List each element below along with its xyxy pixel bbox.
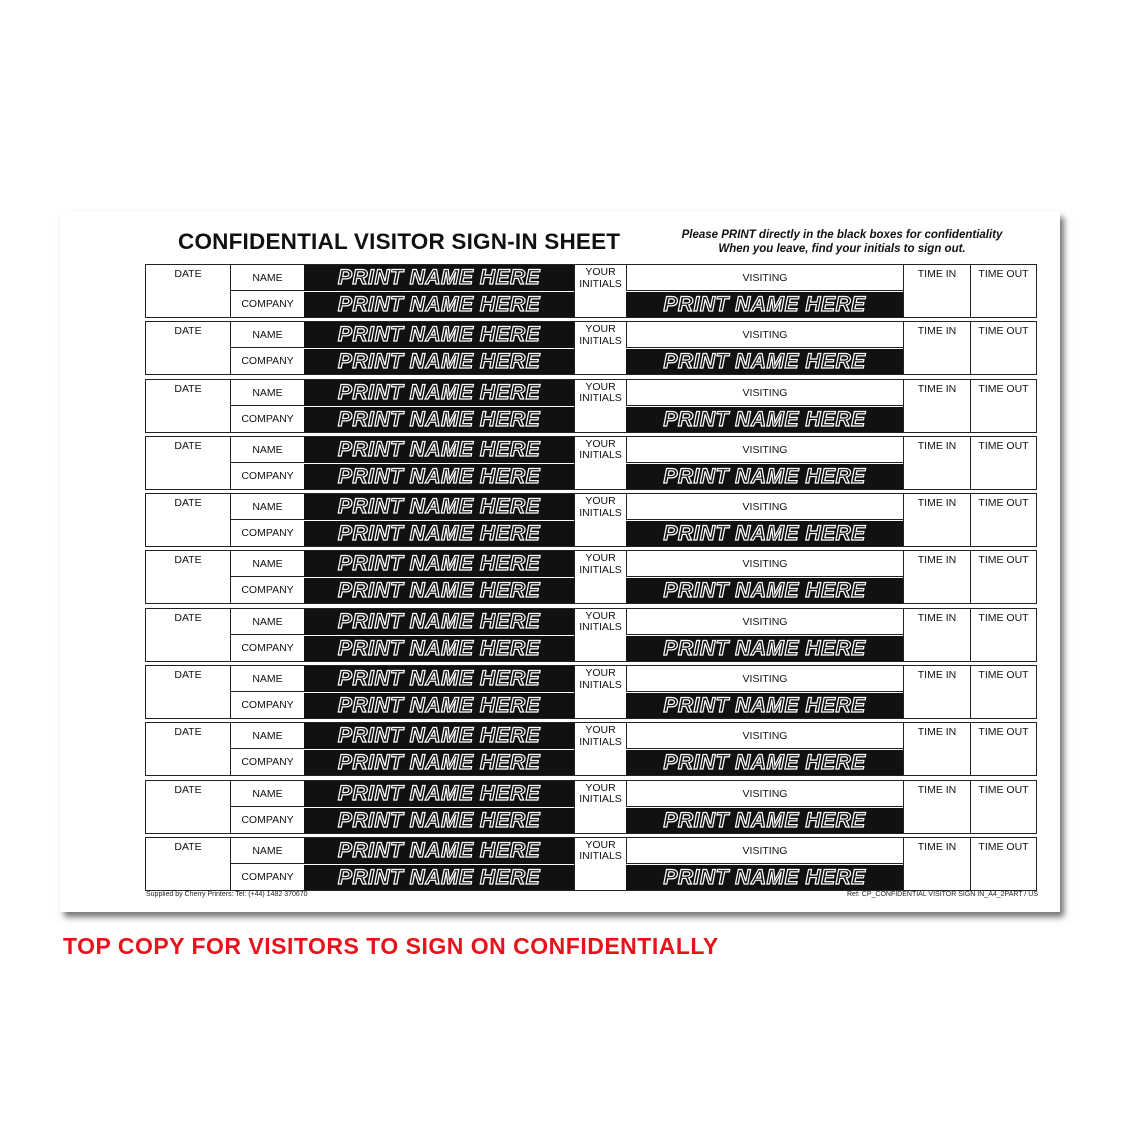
time-out-field[interactable]: TIME OUT: [970, 551, 1036, 603]
footer-supplier: Supplied by Cherry Printers: Tel: (+44) 1482 370670: [146, 891, 308, 898]
date-field[interactable]: DATE: [146, 437, 231, 489]
visiting-label: VISITING: [626, 551, 903, 577]
company-input-box[interactable]: PRINT NAME HERE: [304, 577, 574, 603]
date-field[interactable]: DATE: [146, 494, 231, 546]
visiting-label: VISITING: [626, 322, 903, 348]
company-label: COMPANY: [241, 813, 294, 826]
company-label: COMPANY: [241, 355, 294, 368]
name-label: NAME: [231, 265, 304, 291]
company-label: COMPANY: [241, 870, 294, 883]
visiting-input-box[interactable]: PRINT NAME HERE: [626, 521, 903, 546]
company-label: COMPANY: [241, 641, 294, 654]
visiting-input-box[interactable]: PRINT NAME HERE: [626, 693, 903, 718]
visitor-row: [145, 665, 1037, 719]
visiting-input-box[interactable]: PRINT NAME HERE: [626, 636, 903, 661]
time-out-field[interactable]: TIME OUT: [970, 666, 1036, 718]
visitor-row: [145, 321, 1037, 375]
name-label: NAME: [231, 380, 304, 406]
name-input-box[interactable]: PRINT NAME HERE: [304, 551, 574, 577]
name-input-box[interactable]: PRINT NAME HERE: [304, 380, 574, 406]
visitor-row: [145, 379, 1037, 433]
sign-in-sheet: [60, 212, 1060, 912]
time-in-field[interactable]: TIME IN: [903, 838, 970, 890]
initials-field[interactable]: YOUR INITIALS: [574, 666, 626, 718]
name-input-box[interactable]: PRINT NAME HERE: [304, 781, 574, 807]
initials-field[interactable]: YOUR INITIALS: [574, 380, 626, 432]
date-field[interactable]: DATE: [146, 551, 231, 603]
visiting-input-box[interactable]: PRINT NAME HERE: [626, 407, 903, 432]
date-field[interactable]: DATE: [146, 666, 231, 718]
name-label: NAME: [231, 666, 304, 692]
company-input-box[interactable]: PRINT NAME HERE: [304, 463, 574, 489]
instruction-line: Please PRINT directly in the black boxes for confidentiality: [681, 229, 1003, 241]
company-label: COMPANY: [241, 298, 294, 310]
visiting-input-box[interactable]: PRINT NAME HERE: [626, 865, 903, 890]
initials-field[interactable]: YOUR INITIALS: [574, 609, 626, 661]
time-in-field[interactable]: TIME IN: [903, 380, 970, 432]
visiting-label: VISITING: [626, 609, 903, 635]
time-in-field[interactable]: TIME IN: [903, 781, 970, 833]
name-label: NAME: [231, 723, 304, 749]
instructions: [672, 228, 1012, 256]
visitor-row: [145, 550, 1037, 604]
time-out-field[interactable]: TIME OUT: [970, 322, 1036, 374]
initials-field[interactable]: YOUR INITIALS: [574, 494, 626, 546]
visitor-row: [145, 264, 1037, 318]
company-label: COMPANY: [241, 412, 294, 425]
name-input-box[interactable]: PRINT NAME HERE: [304, 666, 574, 692]
visiting-label: VISITING: [626, 265, 903, 291]
visiting-label: VISITING: [626, 781, 903, 807]
company-input-box[interactable]: PRINT NAME HERE: [304, 406, 574, 432]
name-label: NAME: [231, 322, 304, 348]
name-input-box[interactable]: PRINT NAME HERE: [304, 838, 574, 864]
company-label: COMPANY: [241, 699, 294, 712]
visiting-label: VISITING: [626, 666, 903, 692]
name-input-box[interactable]: PRINT NAME HERE: [304, 723, 574, 749]
time-in-field[interactable]: TIME IN: [903, 265, 970, 317]
time-out-field[interactable]: TIME OUT: [970, 609, 1036, 661]
visiting-input-box[interactable]: PRINT NAME HERE: [626, 464, 903, 489]
visiting-input-box[interactable]: PRINT NAME HERE: [626, 578, 903, 603]
name-input-box[interactable]: PRINT NAME HERE: [304, 609, 574, 635]
time-in-field[interactable]: TIME IN: [903, 551, 970, 603]
time-out-field[interactable]: TIME OUT: [970, 437, 1036, 489]
initials-field[interactable]: YOUR INITIALS: [574, 723, 626, 775]
time-in-field[interactable]: TIME IN: [903, 609, 970, 661]
time-in-field[interactable]: TIME IN: [903, 322, 970, 374]
name-input-box[interactable]: PRINT NAME HERE: [304, 265, 574, 291]
visiting-input-box[interactable]: PRINT NAME HERE: [626, 750, 903, 775]
date-field[interactable]: DATE: [146, 380, 231, 432]
company-input-box[interactable]: PRINT NAME HERE: [304, 520, 574, 546]
name-input-box[interactable]: PRINT NAME HERE: [304, 322, 574, 348]
visiting-label: VISITING: [626, 437, 903, 463]
company-input-box[interactable]: PRINT NAME HERE: [304, 291, 574, 317]
time-in-field[interactable]: TIME IN: [903, 723, 970, 775]
visiting-label: VISITING: [626, 723, 903, 749]
visitor-row: [145, 493, 1037, 547]
time-out-field[interactable]: TIME OUT: [970, 723, 1036, 775]
time-out-field[interactable]: TIME OUT: [970, 265, 1036, 317]
top-copy-banner: TOP COPY FOR VISITORS TO SIGN ON CONFIDENTIALLY: [63, 933, 719, 959]
time-out-field[interactable]: TIME OUT: [970, 380, 1036, 432]
company-input-box[interactable]: PRINT NAME HERE: [304, 692, 574, 718]
initials-field[interactable]: YOUR INITIALS: [574, 265, 626, 317]
initials-field[interactable]: YOUR INITIALS: [574, 322, 626, 374]
visitor-rows: [145, 264, 1037, 894]
visiting-label: VISITING: [626, 838, 903, 864]
time-out-field[interactable]: TIME OUT: [970, 781, 1036, 833]
initials-field[interactable]: YOUR INITIALS: [574, 781, 626, 833]
instruction-line: When you leave, find your initials to sign out.: [718, 243, 966, 255]
name-input-box[interactable]: PRINT NAME HERE: [304, 494, 574, 520]
visiting-input-box[interactable]: PRINT NAME HERE: [626, 808, 903, 833]
name-label: NAME: [231, 609, 304, 635]
company-input-box[interactable]: PRINT NAME HERE: [304, 348, 574, 374]
company-label: COMPANY: [241, 584, 294, 597]
name-label: NAME: [231, 781, 304, 807]
company-input-box[interactable]: PRINT NAME HERE: [304, 807, 574, 833]
sheet-title: CONFIDENTIAL VISITOR SIGN-IN SHEET: [178, 229, 621, 254]
time-in-field[interactable]: TIME IN: [903, 494, 970, 546]
date-field[interactable]: DATE: [146, 838, 231, 890]
visitor-row: [145, 436, 1037, 490]
date-field[interactable]: DATE: [146, 609, 231, 661]
date-field[interactable]: DATE: [146, 781, 231, 833]
name-label: NAME: [231, 838, 304, 864]
name-label: NAME: [231, 437, 304, 463]
visitor-row: [145, 837, 1037, 891]
footer-reference: Ref: CP_CONFIDENTIAL VISITOR SIGN IN_A4_2PART / US: [847, 891, 1038, 898]
time-out-field[interactable]: TIME OUT: [970, 494, 1036, 546]
name-input-box[interactable]: PRINT NAME HERE: [304, 437, 574, 463]
company-label: COMPANY: [241, 527, 294, 540]
time-in-field[interactable]: TIME IN: [903, 437, 970, 489]
date-field[interactable]: DATE: [146, 322, 231, 374]
initials-field[interactable]: YOUR INITIALS: [574, 838, 626, 890]
company-input-box[interactable]: PRINT NAME HERE: [304, 864, 574, 890]
time-out-field[interactable]: TIME OUT: [970, 838, 1036, 890]
company-label: COMPANY: [241, 469, 294, 482]
visitor-row: [145, 722, 1037, 776]
date-field[interactable]: DATE: [146, 723, 231, 775]
visitor-row: [145, 780, 1037, 834]
visiting-label: VISITING: [626, 380, 903, 406]
visiting-label: VISITING: [626, 494, 903, 520]
company-label: COMPANY: [241, 756, 294, 769]
date-field[interactable]: DATE: [146, 265, 231, 317]
visiting-input-box[interactable]: PRINT NAME HERE: [626, 292, 903, 317]
company-input-box[interactable]: PRINT NAME HERE: [304, 749, 574, 775]
visiting-input-box[interactable]: PRINT NAME HERE: [626, 349, 903, 374]
initials-field[interactable]: YOUR INITIALS: [574, 437, 626, 489]
name-label: NAME: [231, 551, 304, 577]
initials-field[interactable]: YOUR INITIALS: [574, 551, 626, 603]
time-in-field[interactable]: TIME IN: [903, 666, 970, 718]
company-input-box[interactable]: PRINT NAME HERE: [304, 635, 574, 661]
visitor-row: [145, 608, 1037, 662]
name-label: NAME: [231, 494, 304, 520]
